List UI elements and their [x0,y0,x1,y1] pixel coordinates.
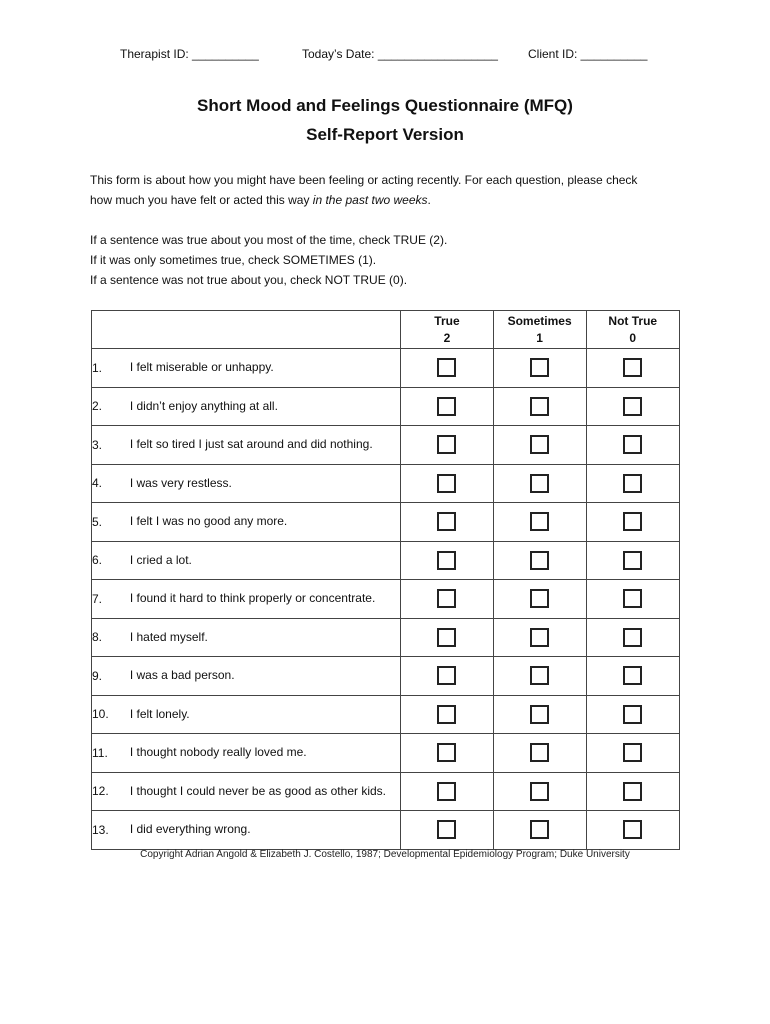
question-row [92,811,680,850]
question-number: 3. [92,426,130,465]
true-cell [401,387,493,426]
sometimes-cell [493,618,586,657]
sometimes-checkbox[interactable] [530,628,549,647]
question-text: I felt lonely. [130,695,401,734]
not-true-checkbox[interactable] [623,397,642,416]
question-text: I thought nobody really loved me. [130,734,401,773]
intro-line-1: This form is about how you might have been feeling or acting recently. For each question, please check [90,173,638,187]
true-checkbox[interactable] [437,551,456,570]
true-cell [401,811,493,850]
sometimes-checkbox[interactable] [530,589,549,608]
sometimes-checkbox[interactable] [530,743,549,762]
not-true-checkbox[interactable] [623,358,642,377]
sometimes-cell [493,580,586,619]
question-number: 8. [92,618,130,657]
not-true-checkbox[interactable] [623,743,642,762]
sometimes-cell [493,734,586,773]
true-checkbox[interactable] [437,743,456,762]
not-true-cell [586,734,680,773]
true-cell [401,464,493,503]
header-sometimes-label: Sometimes [507,313,572,328]
question-row [92,580,680,619]
instruction-not-true: If a sentence was not true about you, check NOT TRUE (0). [90,273,408,287]
question-text: I did everything wrong. [130,811,401,850]
sometimes-checkbox[interactable] [530,820,549,839]
not-true-cell [586,772,680,811]
page-subtitle: Self-Report Version [306,125,464,144]
question-text: I was a bad person. [130,657,401,696]
sometimes-cell [493,811,586,850]
sometimes-cell [493,387,586,426]
question-row [92,503,680,542]
not-true-cell [586,811,680,850]
question-row [92,349,680,388]
question-number: 9. [92,657,130,696]
question-number: 1. [92,349,130,388]
sometimes-cell [493,541,586,580]
question-text: I felt I was no good any more. [130,503,401,542]
header-not-true-label: Not True [608,313,658,328]
true-checkbox[interactable] [437,705,456,724]
not-true-checkbox[interactable] [623,474,642,493]
question-number: 7. [92,580,130,619]
header-sometimes-score: 1 [536,330,543,345]
true-checkbox[interactable] [437,474,456,493]
not-true-checkbox[interactable] [623,820,642,839]
question-text: I hated myself. [130,618,401,657]
question-text: I felt so tired I just sat around and did nothing. [130,426,401,465]
true-checkbox[interactable] [437,666,456,685]
true-cell [401,657,493,696]
true-checkbox[interactable] [437,358,456,377]
instruction-sometimes: If it was only sometimes true, check SOMETIMES (1). [90,253,377,267]
not-true-cell [586,503,680,542]
not-true-cell [586,464,680,503]
true-checkbox[interactable] [437,820,456,839]
questionnaire-table [91,310,680,850]
client-id-field[interactable]: Client ID: __________ [528,47,648,61]
question-text: I found it hard to think properly or concentrate. [130,580,401,619]
not-true-cell [586,695,680,734]
not-true-cell [586,657,680,696]
true-checkbox[interactable] [437,512,456,531]
question-number: 2. [92,387,130,426]
intro-line-2-end: . [427,193,431,207]
true-cell [401,580,493,619]
not-true-cell [586,426,680,465]
true-cell [401,772,493,811]
true-cell [401,734,493,773]
question-number: 10. [92,695,130,734]
intro-line-2 [90,190,690,210]
not-true-cell [586,618,680,657]
not-true-checkbox[interactable] [623,512,642,531]
not-true-cell [586,541,680,580]
sometimes-checkbox[interactable] [530,474,549,493]
not-true-checkbox[interactable] [623,551,642,570]
question-number: 6. [92,541,130,580]
sometimes-cell [493,426,586,465]
sometimes-checkbox[interactable] [530,551,549,570]
sometimes-checkbox[interactable] [530,397,549,416]
sometimes-cell [493,349,586,388]
not-true-cell [586,387,680,426]
question-text: I didn’t enjoy anything at all. [130,387,401,426]
question-row [92,695,680,734]
question-row [92,387,680,426]
true-checkbox[interactable] [437,397,456,416]
intro-paragraph [90,170,690,210]
instruction-true: If a sentence was true about you most of the time, check TRUE (2). [90,233,448,247]
question-number: 11. [92,734,130,773]
header-true-label: True [434,313,460,328]
question-text: I was very restless. [130,464,401,503]
header-blank-cell [92,311,401,349]
true-checkbox[interactable] [437,435,456,454]
question-row [92,618,680,657]
sometimes-checkbox[interactable] [530,358,549,377]
header-true [401,311,493,349]
question-number: 4. [92,464,130,503]
not-true-checkbox[interactable] [623,666,642,685]
table-header-row [92,311,680,349]
header-not-true-score: 0 [629,330,637,345]
therapist-id-field[interactable]: Therapist ID: __________ [120,47,259,61]
sometimes-cell [493,464,586,503]
true-checkbox[interactable] [437,589,456,608]
header-true-score: 2 [443,330,451,345]
sometimes-checkbox[interactable] [530,435,549,454]
true-cell [401,541,493,580]
sometimes-checkbox[interactable] [530,705,549,724]
page-title: Short Mood and Feelings Questionnaire (MFQ) [197,96,573,115]
sometimes-checkbox[interactable] [530,512,549,531]
header-not-true [586,311,680,349]
copyright-notice: Copyright Adrian Angold & Elizabeth J. Costello, 1987; Developmental Epidemiology Program; Duke University [140,849,630,860]
intro-emphasis: in the past two weeks [312,193,428,207]
question-number: 12. [92,772,130,811]
sometimes-cell [493,695,586,734]
question-number: 13. [92,811,130,850]
true-cell [401,503,493,542]
question-text: I cried a lot. [130,541,401,580]
todays-date-field[interactable]: Today’s Date: __________________ [302,47,498,61]
not-true-checkbox[interactable] [623,705,642,724]
sometimes-cell [493,657,586,696]
not-true-checkbox[interactable] [623,628,642,647]
question-row [92,541,680,580]
intro-line-2-text: how much you have felt or acted this way [90,193,313,207]
sometimes-cell [493,772,586,811]
question-text: I thought I could never be as good as other kids. [130,772,401,811]
header-sometimes [493,311,586,349]
question-row [92,772,680,811]
not-true-checkbox[interactable] [623,589,642,608]
question-row [92,734,680,773]
question-number: 5. [92,503,130,542]
true-cell [401,349,493,388]
question-row [92,426,680,465]
sometimes-checkbox[interactable] [530,666,549,685]
sometimes-checkbox[interactable] [530,782,549,801]
question-text: I felt miserable or unhappy. [130,349,401,388]
question-row [92,464,680,503]
true-cell [401,695,493,734]
instructions [90,230,690,290]
question-row [92,657,680,696]
true-checkbox[interactable] [437,628,456,647]
sometimes-cell [493,503,586,542]
true-cell [401,618,493,657]
not-true-cell [586,349,680,388]
not-true-checkbox[interactable] [623,435,642,454]
true-cell [401,426,493,465]
not-true-checkbox[interactable] [623,782,642,801]
true-checkbox[interactable] [437,782,456,801]
not-true-cell [586,580,680,619]
